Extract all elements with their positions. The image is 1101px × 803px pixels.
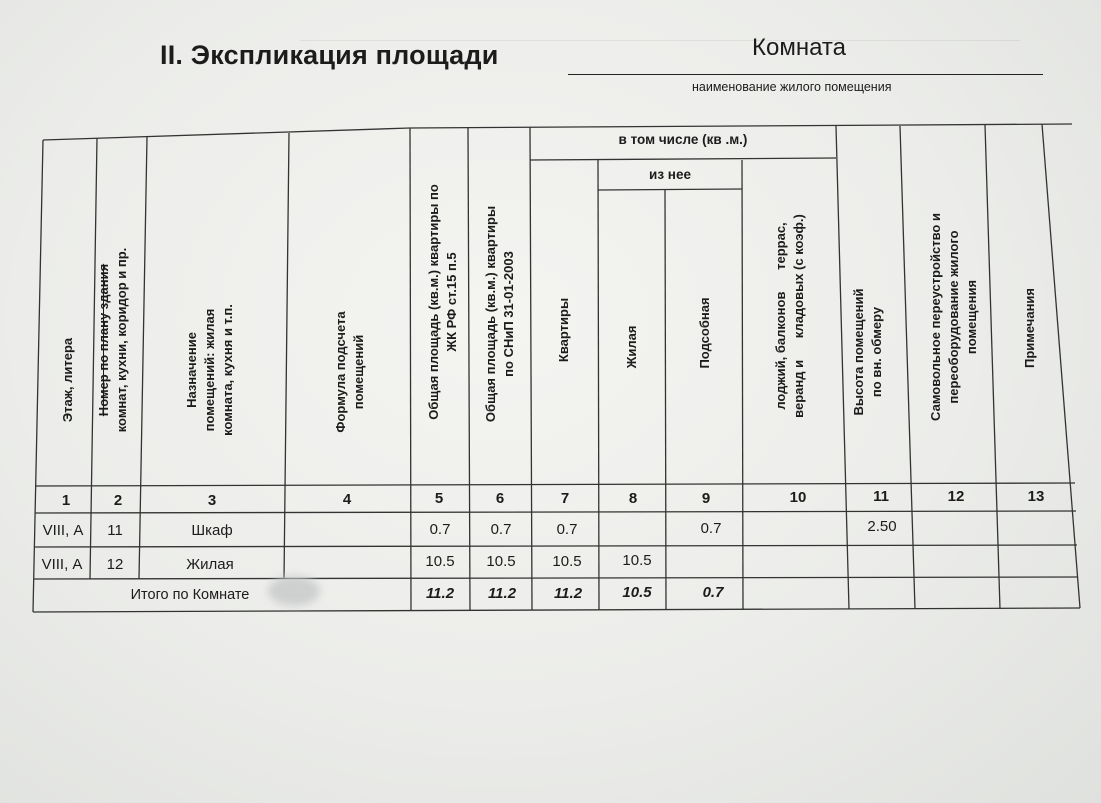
total-label: Итого по Комнате <box>130 587 250 603</box>
row2-col5: 10.5 <box>425 553 455 570</box>
header-col9-auxiliary: Подсобная <box>697 297 712 369</box>
col-number-12: 12 <box>947 488 965 505</box>
page-title: II. Экспликация площади <box>160 40 499 70</box>
col-number-9: 9 <box>701 490 711 507</box>
header-group-including: в том числе (кв .м.) <box>618 132 748 147</box>
row1-col11: 2.50 <box>867 518 897 535</box>
row1-col7: 0.7 <box>556 521 578 538</box>
row2-col7: 10.5 <box>552 553 582 570</box>
col-number-1: 1 <box>61 492 71 509</box>
header-col10-balconies: лоджий, балконов террас, веранд и кладовых (с коэф.) <box>773 214 806 418</box>
room-name-value: Комната <box>752 34 846 61</box>
col-number-4: 4 <box>342 491 352 508</box>
header-col11-height: Высота помещений по вн. обмеру <box>851 288 884 416</box>
header-col6-total-area-snip: Общая площадь (кв.м.) квартиры по СНиП 31-01-2003 <box>483 205 516 423</box>
col-number-5: 5 <box>434 490 444 507</box>
header-col4-formula: Формула подсчета помещений <box>333 311 366 433</box>
col-number-7: 7 <box>560 490 570 507</box>
row1-floor: VIII, А <box>42 522 84 539</box>
header-col8-living: Жилая <box>624 325 639 369</box>
header-col5-total-area-zhk: Общая площадь (кв.м.) квартиры по ЖК РФ ст.15 п.5 <box>426 184 459 420</box>
row1-number: 11 <box>107 522 123 539</box>
header-col1-floor: Этаж, литера <box>60 337 75 423</box>
row2-number: 12 <box>106 556 124 573</box>
total-col7: 11.2 <box>553 585 583 602</box>
total-col9: 0.7 <box>702 584 724 601</box>
col-number-11: 11 <box>873 488 889 505</box>
header-col2-number: Номер по плану здания комнат, кухни, коридор и пр. <box>96 247 129 433</box>
col-number-13: 13 <box>1027 488 1045 505</box>
row1-col6: 0.7 <box>490 521 512 538</box>
total-col5: 11.2 <box>425 585 455 602</box>
row1-purpose: Шкаф <box>191 522 233 539</box>
redacted-blur <box>268 576 320 606</box>
total-col8: 10.5 <box>622 584 652 601</box>
row2-col6: 10.5 <box>486 553 516 570</box>
header-col7-apartment: Квартиры <box>556 297 571 363</box>
row1-col5: 0.7 <box>429 521 451 538</box>
col-number-2: 2 <box>113 492 123 509</box>
row2-col8: 10.5 <box>622 552 652 569</box>
col-number-3: 3 <box>207 492 217 509</box>
room-name-caption: наименование жилого помещения <box>692 80 892 94</box>
header-col13-notes: Примечания <box>1022 287 1037 369</box>
row2-purpose: Жилая <box>186 556 234 573</box>
total-col6: 11.2 <box>487 585 517 602</box>
row2-floor: VIII, А <box>41 556 83 573</box>
header-col3-purpose: Назначение помещений: жилая комната, кухня и т.п. <box>184 304 235 436</box>
col-number-8: 8 <box>628 490 638 507</box>
header-group-of-it: из нее <box>649 167 691 182</box>
row1-col9: 0.7 <box>700 520 722 537</box>
col-number-10: 10 <box>789 489 807 506</box>
col-number-6: 6 <box>495 490 505 507</box>
header-col12-unauthorized: Самовольное переустройство и переоборудование жилого помещения <box>928 213 979 421</box>
